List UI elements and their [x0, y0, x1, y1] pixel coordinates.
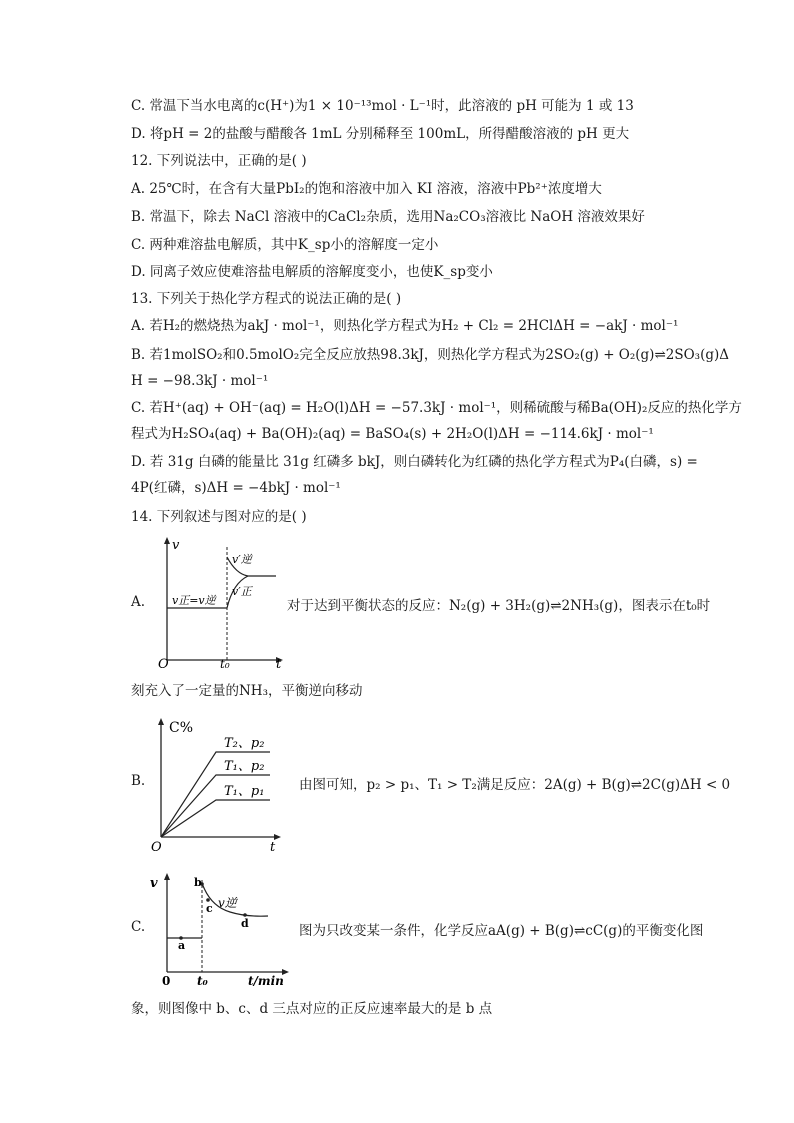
q11-option-c: C. 常温下当水电离的c(H⁺)为1 × 10⁻¹³mol · L⁻¹时，此溶液的 pH 可能为 1 或 13	[131, 98, 634, 114]
q13-option-c: C. 若H⁺(aq) + OH⁻(aq) = H₂O(l)ΔH = −57.3kJ · mol⁻¹，则稀硫酸与稀Ba(OH)₂反应的热化学方	[131, 400, 742, 416]
fig-b-curve-2: T₁、p₂	[224, 759, 265, 774]
q12-stem: 12. 下列说法中，正确的是( )	[131, 153, 307, 169]
q13-option-b: B. 若1molSO₂和0.5molO₂完全反应放热98.3kJ，则热化学方程式为2SO₂(g) + O₂(g)⇌2SO₃(g)Δ	[131, 347, 730, 363]
fig-c-point-b: b	[194, 876, 202, 889]
q14-option-c-text: 图为只改变某一条件，化学反应aA(g) + B(g)⇌cC(g)的平衡变化图	[299, 923, 704, 939]
fig-b-origin: O	[151, 840, 162, 853]
q12-option-c: C. 两种难溶盐电解质，其中K_sp小的溶解度一定小	[131, 237, 439, 253]
fig-c-y-axis: v	[150, 876, 158, 891]
q13-option-d: D. 若 31g 白磷的能量比 31g 红磷多 bkJ，则白磷转化为红磷的热化学方程式为P₄(白磷，s) =	[131, 454, 698, 470]
q13-option-a: A. 若H₂的燃烧热为akJ · mol⁻¹，则热化学方程式为H₂ + Cl₂ = 2HClΔH = −akJ · mol⁻¹	[131, 318, 679, 334]
q14-option-c-label: C.	[131, 919, 146, 935]
q13-stem: 13. 下列关于热化学方程式的说法正确的是( )	[131, 291, 402, 307]
fig-c-t0-label: t₀	[197, 974, 208, 988]
q14-option-b-label: B.	[131, 773, 146, 789]
fig-c-origin: 0	[162, 974, 171, 988]
fig-a-x-axis: t	[276, 657, 282, 670]
fig-a-t0-label: t₀	[220, 657, 230, 670]
fig-a-eq-label: v正=v逆	[172, 594, 216, 607]
q14-option-a-cont: 刻充入了一定量的NH₃，平衡逆向移动	[131, 683, 363, 699]
fig-c-curve-label: v逆	[218, 896, 237, 910]
fig-a-fwd-label: v′正	[232, 585, 252, 598]
fig-a-y-axis: v	[172, 538, 180, 553]
fig-c-point-c: c	[206, 902, 213, 915]
q14-option-b-text: 由图可知，p₂ > p₁、T₁ > T₂满足反应：2A(g) + B(g)⇌2C(g)ΔH < 0	[299, 777, 731, 793]
q13-option-d-cont: 4P(红磷，s)ΔH = −4bkJ · mol⁻¹	[131, 480, 341, 496]
q14-figure-c	[148, 868, 293, 993]
fig-b-curve-3: T₁、p₁	[224, 784, 265, 799]
q13-option-c-cont: 程式为H₂SO₄(aq) + Ba(OH)₂(aq) = BaSO₄(s) + 2H₂O(l)ΔH = −114.6kJ · mol⁻¹	[131, 426, 654, 442]
q12-option-b: B. 常温下，除去 NaCl 溶液中的CaCl₂杂质，选用Na₂CO₃溶液比 NaOH 溶液效果好	[131, 209, 645, 225]
q14-option-a-label: A.	[131, 594, 146, 610]
fig-b-x-axis: t	[270, 840, 276, 853]
fig-c-point-a: a	[178, 939, 186, 952]
fig-b-y-axis: C%	[169, 720, 194, 736]
q14-figure-a	[150, 535, 285, 670]
fig-c-point-d: d	[241, 917, 249, 930]
fig-a-origin: O	[158, 657, 169, 670]
q14-stem: 14. 下列叙述与图对应的是( )	[131, 509, 307, 525]
q11-option-d: D. 将pH = 2的盐酸与醋酸各 1mL 分别稀释至 100mL，所得醋酸溶液的 pH 更大	[131, 126, 630, 142]
fig-a-rev-label: v′逆	[232, 553, 252, 566]
q14-option-c-cont: 象，则图像中 b、c、d 三点对应的正反应速率最大的是 b 点	[131, 1001, 493, 1017]
q13-option-b-cont: H = −98.3kJ · mol⁻¹	[131, 373, 269, 389]
q12-option-d: D. 同离子效应使难溶盐电解质的溶解度变小，也使K_sp变小	[131, 264, 493, 280]
q12-option-a: A. 25℃时，在含有大量PbI₂的饱和溶液中加入 KI 溶液，溶液中Pb²⁺浓度增大	[131, 181, 602, 197]
fig-c-x-axis: t/min	[248, 974, 284, 988]
q14-option-a-text: 对于达到平衡状态的反应：N₂(g) + 3H₂(g)⇌2NH₃(g)，图表示在t₀时	[287, 598, 711, 614]
fig-b-curve-1: T₂、p₂	[224, 736, 265, 751]
q14-figure-b	[150, 713, 285, 853]
